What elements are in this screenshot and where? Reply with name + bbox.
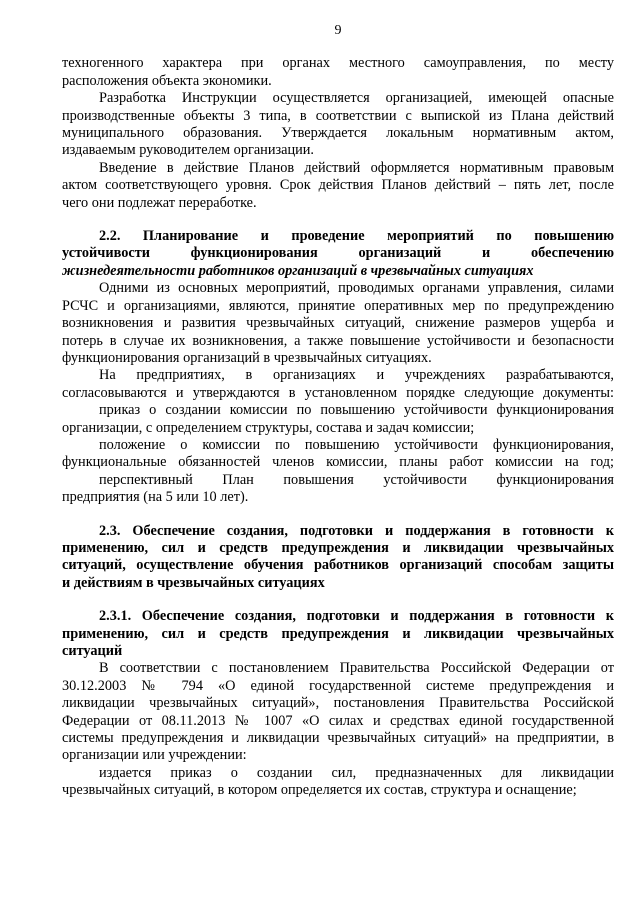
- text-line: В соответствии с постановлением Правительства Российской Федерации от: [99, 660, 614, 677]
- heading-line: и действиям в чрезвычайных ситуациях: [62, 574, 325, 591]
- text-line: системы предупреждения и ликвидации чрезвычайных ситуаций» на предприятии, в: [62, 730, 614, 747]
- text-line: издаваемым руководителем организации.: [62, 142, 315, 159]
- text-line: Разработка Инструкции осуществляется организацией, имеющей опасные: [99, 90, 614, 107]
- heading-line: применению, сил и средств предупреждения и ликвидации чрезвычайных: [62, 539, 614, 556]
- text-line: производственные объекты 3 типа, в соответствии с выпиской из Плана действий: [62, 107, 614, 124]
- text-line: организации, с определением структуры, состава и задач комиссии;: [62, 419, 475, 436]
- text-line: организации или учреждении:: [62, 747, 247, 764]
- text-line: Федерации от 08.11.2013 № 1007 «О силах и средствах единой государственной: [62, 712, 614, 729]
- heading-line: применению, сил и средств предупреждения и ликвидации чрезвычайных: [62, 625, 614, 642]
- heading-line: 2.3. Обеспечение создания, подготовки и поддержания в готовности к: [99, 522, 614, 539]
- text-line: согласовываются и утверждаются в установленном порядке следующие документы:: [62, 384, 614, 401]
- text-line: Введение в действие Планов действий оформляется нормативным правовым: [99, 159, 614, 176]
- text-line: расположения объекта экономики.: [62, 72, 272, 89]
- text-line: актом соответствующего уровня. Срок действия Планов действий – пять лет, после: [62, 177, 614, 194]
- text-line: потерь в случае их возникновения, а также повышение устойчивости и безопасности: [62, 332, 614, 349]
- text-line: чего они подлежат переработке.: [62, 194, 257, 211]
- text-line: приказ о создании комиссии по повышению устойчивости функционирования: [99, 402, 614, 419]
- heading-line: 2.3.1. Обеспечение создания, подготовки и поддержания в готовности к: [99, 608, 614, 625]
- text-line: РСЧС и организациями, являются, принятие оперативных мер по предупреждению: [62, 297, 614, 314]
- heading-line: ситуаций, осуществление обучения работников организаций способам защиты: [62, 557, 614, 574]
- intro-paragraphs: [62, 55, 614, 212]
- section-heading-2-2: [62, 228, 614, 280]
- text-line: техногенного характера при органах местного самоуправления, по месту: [62, 55, 614, 72]
- page-number: 9: [334, 23, 342, 38]
- heading-line: 2.2. Планирование и проведение мероприятий по повышению: [99, 228, 614, 245]
- text-line: муниципального образования. Утверждается локальным нормативным актом,: [62, 125, 614, 142]
- text-line: ликвидации чрезвычайных ситуаций», постановления Правительства Российской: [62, 695, 614, 712]
- text-line: функциональные обязанностей членов комиссии, планы работ комиссии на год;: [62, 454, 614, 471]
- heading-line: устойчивости функционирования организаций и обеспечению: [62, 245, 614, 262]
- text-line: перспективный План повышения устойчивости функционирования: [99, 471, 614, 488]
- section-2-3-1-body: [62, 660, 614, 799]
- text-line: чрезвычайных ситуаций, в котором определяется их состав, структура и оснащение;: [62, 782, 577, 799]
- section-2-2-body: [62, 280, 614, 506]
- text-line: положение о комиссии по повышению устойчивости функционирования,: [99, 436, 614, 453]
- text-line: На предприятиях, в организациях и учреждениях разрабатываются,: [99, 367, 614, 384]
- heading-line: ситуаций: [62, 643, 123, 659]
- section-heading-2-3: [62, 523, 614, 593]
- text-line: издается приказ о создании сил, предназначенных для ликвидации: [99, 764, 614, 781]
- text-line: предприятия (на 5 или 10 лет).: [62, 489, 249, 506]
- text-line: возникновения и развития чрезвычайных ситуаций, снижение размеров ущерба и: [62, 315, 614, 332]
- text-line: 30.12.2003 № 794 «О единой государственной системе предупреждения и: [62, 677, 614, 694]
- section-heading-2-3-1: [62, 608, 614, 660]
- text-line: Одними из основных мероприятий, проводимых органами управления, силами: [99, 280, 614, 297]
- text-line: функционирования организаций в чрезвычайных ситуациях.: [62, 349, 432, 366]
- heading-line: жизнедеятельности работников организаций в чрезвычайных ситуациях: [62, 262, 534, 279]
